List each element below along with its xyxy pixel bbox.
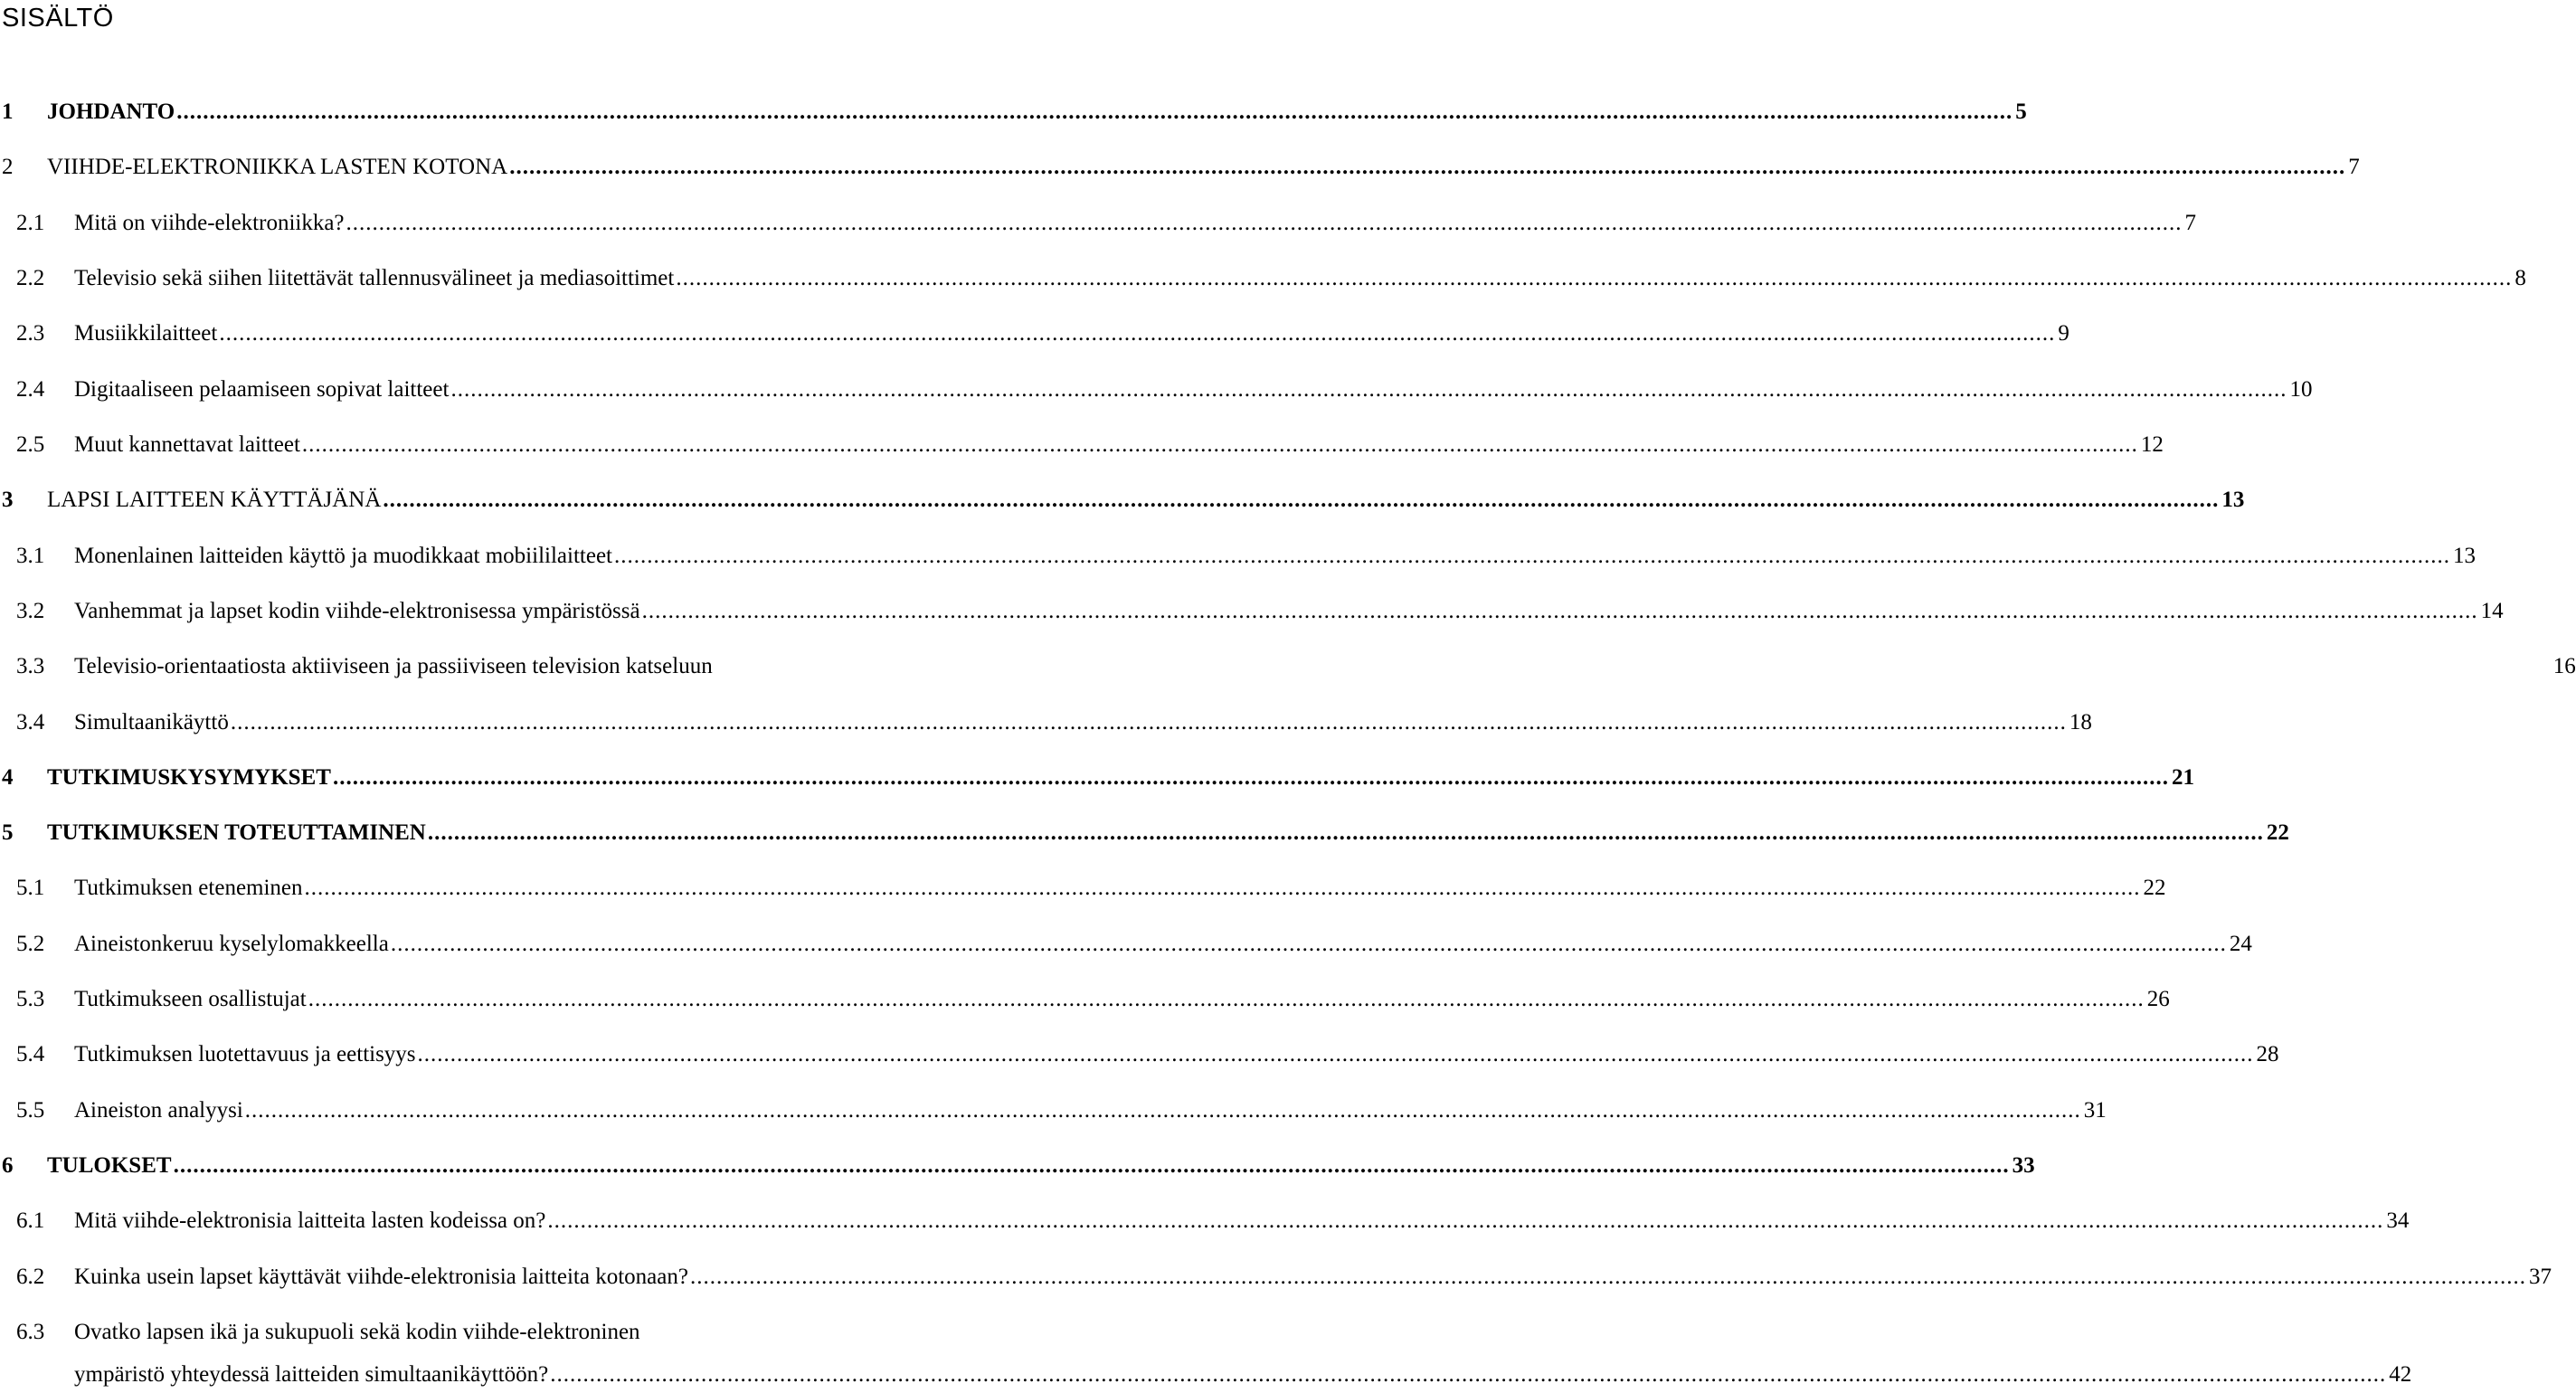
toc-page-number: 12 — [2140, 432, 2164, 457]
toc-page-number: 13 — [2452, 544, 2476, 568]
toc-leader-dots: ........................................................................................................................................................................................................................................................................................ — [450, 377, 2287, 402]
toc-number: 3.2 — [16, 599, 45, 623]
toc-label: Tutkimuksen eteneminen — [74, 876, 303, 900]
toc-leader-dots: ........................................................................................................................................................................................................................................................................................ — [219, 321, 2056, 346]
toc-number: 5.4 — [16, 1042, 45, 1066]
toc-leader-dots: ........................................................................................................................................................................................................................................................................................ — [417, 1042, 2254, 1066]
toc-page-number: 26 — [2146, 987, 2170, 1011]
toc-leader-dots: ........................................................................................................................................................................................................................................................................................ — [550, 1362, 2387, 1387]
toc-label: TUTKIMUSKYSYMYKSET — [47, 765, 331, 790]
toc-number: 6.1 — [16, 1208, 45, 1233]
toc-label: Aineiston analyysi — [74, 1098, 243, 1123]
toc-entry[interactable] — [0, 926, 2252, 962]
toc-entry[interactable] — [0, 705, 2092, 741]
toc-page-number: 42 — [2389, 1362, 2412, 1387]
toc-number: 6 — [2, 1153, 14, 1178]
toc-leader-dots: ........................................................................................................................................................................................................................................................................................ — [244, 1098, 2081, 1123]
toc-label: Ovatko lapsen ikä ja sukupuoli sekä kodin viihde-elektroninen — [74, 1320, 640, 1344]
toc-leader-dots: ........................................................................................................................................................................................................................................................................................ — [689, 1265, 2526, 1289]
toc-label: Simultaanikäyttö — [74, 710, 229, 734]
toc-page-number: 37 — [2528, 1265, 2552, 1289]
toc-page-number: 9 — [2058, 321, 2069, 346]
toc-page-number: 24 — [2229, 932, 2252, 956]
toc-page-number: 28 — [2256, 1042, 2279, 1066]
toc-leader-dots: ........................................................................................................................................................................................................................................................................................ — [676, 266, 2513, 290]
toc-leader-dots: ........................................................................................................................................................................................................................................................................................ — [427, 820, 2264, 845]
toc-label: Aineistonkeruu kyselylomakkeella — [74, 932, 389, 956]
toc-leader-dots: ........................................................................................................................................................................................................................................................................................ — [173, 1153, 2010, 1178]
toc-label: VIIHDE-ELEKTRONIIKKA LASTEN KOTONA — [47, 155, 508, 179]
toc-leader-dots: ........................................................................................................................................................................................................................................................................................ — [641, 599, 2478, 623]
toc-entry[interactable] — [0, 205, 2197, 242]
toc-leader-dots: ........................................................................................................................................................................................................................................................................................ — [301, 432, 2138, 457]
toc-entry[interactable] — [0, 482, 2245, 518]
toc-number: 2.3 — [16, 321, 45, 346]
toc-label: Mitä viihde-elektronisia laitteita lasten kodeissa on? — [74, 1208, 546, 1233]
toc-entry[interactable] — [0, 149, 2360, 185]
toc-leader-dots: ........................................................................................................................................................................................................................................................................................ — [547, 1208, 2384, 1233]
toc-page-number: 18 — [2069, 710, 2092, 734]
toc-label: TULOKSET — [47, 1153, 172, 1178]
toc-entry[interactable] — [0, 372, 2313, 408]
toc-page-number: 8 — [2514, 266, 2526, 290]
toc-leader-dots: ........................................................................................................................................................................................................................................................................................ — [346, 211, 2183, 235]
toc-number: 2.2 — [16, 266, 45, 290]
toc-number: 5.1 — [16, 876, 45, 900]
toc-entry-continuation[interactable] — [0, 1357, 2412, 1393]
toc-label: Tutkimuksen luotettavuus ja eettisyys — [74, 1042, 416, 1066]
toc-number: 2 — [2, 155, 14, 179]
toc-number: 6.2 — [16, 1265, 45, 1289]
toc-entry[interactable] — [0, 649, 2576, 685]
toc-label: Vanhemmat ja lapset kodin viihde-elektronisessa ympäristössä — [74, 599, 640, 623]
toc-label: Mitä on viihde-elektroniikka? — [74, 211, 345, 235]
toc-leader-dots: ........................................................................................................................................................................................................................................................................................ — [332, 765, 2169, 790]
toc-label: TUTKIMUKSEN TOTEUTTAMINEN — [47, 820, 426, 845]
toc-number: 2.4 — [16, 377, 45, 402]
toc-label: JOHDANTO — [47, 100, 175, 124]
toc-label: Digitaaliseen pelaamiseen sopivat laitteet — [74, 377, 450, 402]
toc-number: 3.4 — [16, 710, 45, 734]
toc-entry[interactable] — [0, 261, 2526, 297]
toc-leader-dots: ........................................................................................................................................................................................................................................................................................ — [383, 488, 2220, 512]
toc-page-number: 21 — [2171, 765, 2194, 790]
toc-number: 3 — [2, 488, 14, 512]
toc-page-number: 5 — [2015, 100, 2027, 124]
toc-number: 1 — [2, 100, 14, 124]
toc-entry[interactable] — [0, 538, 2476, 574]
toc-entry[interactable] — [0, 316, 2069, 352]
toc-label: Musiikkilaitteet — [74, 321, 218, 346]
toc-number: 5.3 — [16, 987, 45, 1011]
toc-entry[interactable] — [0, 593, 2504, 630]
toc-page-number: 7 — [2184, 211, 2197, 235]
toc-entry[interactable] — [0, 815, 2289, 851]
toc-page-number: 16 — [2552, 654, 2576, 678]
toc-entry[interactable] — [0, 1037, 2279, 1073]
toc-leader-dots: ........................................................................................................................................................................................................................................................................................ — [390, 932, 2227, 956]
toc-label: Tutkimukseen osallistujat — [74, 987, 307, 1011]
toc-entry[interactable] — [0, 94, 2027, 130]
toc-entry[interactable] — [0, 760, 2194, 796]
toc-page-number: 10 — [2289, 377, 2313, 402]
toc-number: 6.3 — [16, 1320, 45, 1344]
toc-page-number: 7 — [2348, 155, 2360, 179]
toc-number: 2.1 — [16, 211, 45, 235]
toc-entry[interactable] — [0, 870, 2166, 906]
toc-label: Televisio-orientaatiosta aktiiviseen ja passiiviseen television katseluun — [74, 654, 713, 678]
toc-number: 5 — [2, 820, 14, 845]
toc-leader-dots: ........................................................................................................................................................................................................................................................................................ — [230, 710, 2067, 734]
toc-number: 3.3 — [16, 654, 45, 678]
toc-entry[interactable] — [0, 1203, 2410, 1239]
toc-page-number: 22 — [2266, 820, 2289, 845]
toc-number: 3.1 — [16, 544, 45, 568]
toc-label: Kuinka usein lapset käyttävät viihde-elektronisia laitteita kotonaan? — [74, 1265, 688, 1289]
toc-leader-dots: ........................................................................................................................................................................................................................................................................................ — [613, 544, 2450, 568]
toc-leader-dots: ........................................................................................................................................................................................................................................................................................ — [308, 987, 2145, 1011]
toc-page-number: 31 — [2083, 1098, 2107, 1123]
toc-page-number: 33 — [2012, 1153, 2035, 1178]
toc-leader-dots: ........................................................................................................................................................................................................................................................................................ — [304, 876, 2141, 900]
toc-label: Monenlainen laitteiden käyttö ja muodikkaat mobiililaitteet — [74, 544, 612, 568]
toc-page-number: 34 — [2386, 1208, 2410, 1233]
toc-label: LAPSI LAITTEEN KÄYTTÄJÄNÄ — [47, 488, 382, 512]
toc-number: 5.5 — [16, 1098, 45, 1123]
toc-page-number: 13 — [2221, 488, 2245, 512]
toc-number: 2.5 — [16, 432, 45, 457]
toc-number: 5.2 — [16, 932, 45, 956]
toc-entry[interactable] — [0, 1259, 2552, 1295]
toc-page-number: 14 — [2480, 599, 2504, 623]
toc-entry[interactable] — [0, 981, 2170, 1018]
toc-number: 4 — [2, 765, 14, 790]
toc-leader-dots: ........................................................................................................................................................................................................................................................................................ — [176, 100, 2013, 124]
toc-entry[interactable] — [0, 427, 2164, 463]
toc-label: Televisio sekä siihen liitettävät tallennusvälineet ja mediasoittimet — [74, 266, 675, 290]
toc-entry[interactable] — [0, 1314, 868, 1350]
toc-label: ympäristö yhteydessä laitteiden simultaanikäyttöön? — [74, 1362, 549, 1387]
toc-entry[interactable] — [0, 1093, 2107, 1129]
page-title: SISÄLTÖ — [2, 4, 114, 33]
toc-page-number: 22 — [2143, 876, 2166, 900]
toc-leader-dots: ........................................................................................................................................................................................................................................................................................ — [509, 155, 2346, 179]
toc-label: Muut kannettavat laitteet — [74, 432, 300, 457]
toc-entry[interactable] — [0, 1148, 2035, 1184]
